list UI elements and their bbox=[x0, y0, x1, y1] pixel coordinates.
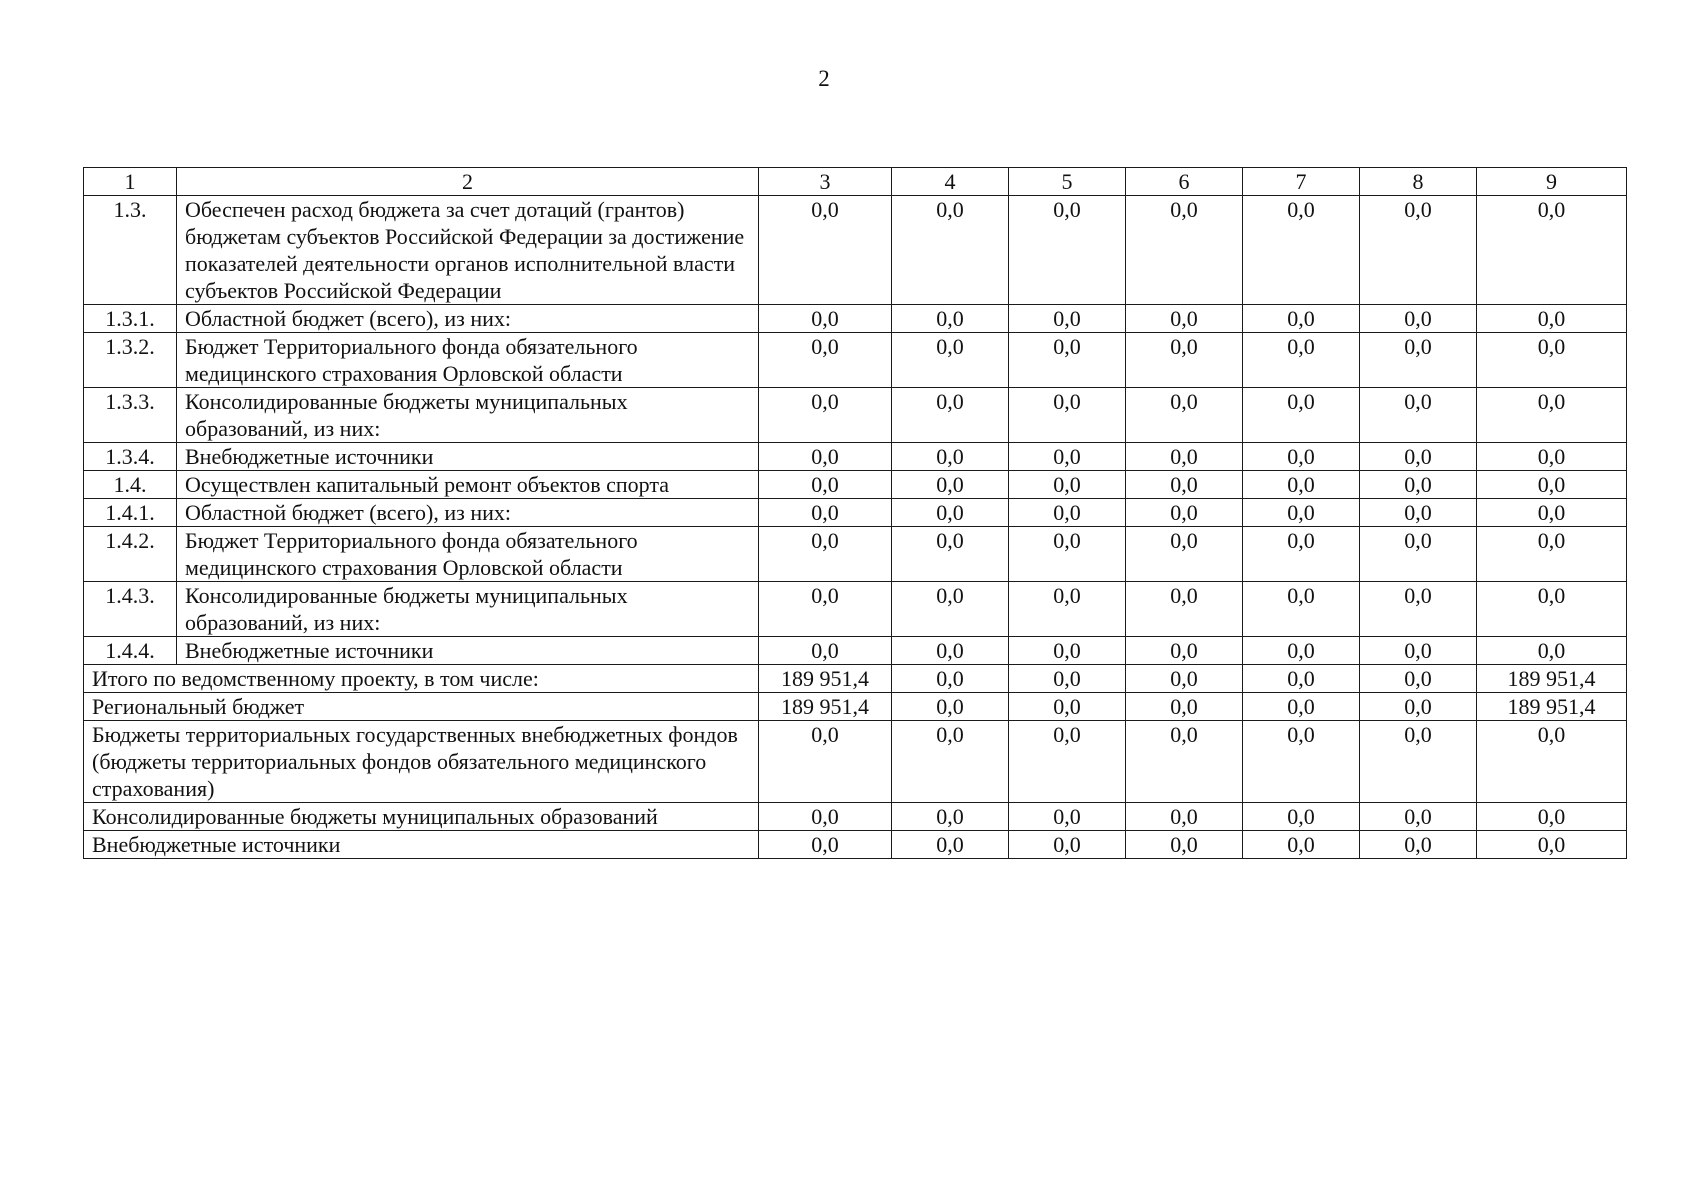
row-value: 0,0 bbox=[1009, 388, 1126, 443]
table-row bbox=[84, 333, 1627, 388]
row-value: 0,0 bbox=[892, 333, 1009, 388]
total-label: Бюджеты территориальных государственных внебюджетных фондов (бюджеты территориальных фондов обязательного медицинского страхования) bbox=[84, 721, 759, 803]
total-row bbox=[84, 803, 1627, 831]
row-value: 0,0 bbox=[1477, 637, 1627, 665]
row-number: 1.4.3. bbox=[84, 582, 177, 637]
row-number: 1.3.3. bbox=[84, 388, 177, 443]
row-description: Консолидированные бюджеты муниципальных образований, из них: bbox=[177, 582, 759, 637]
row-description: Областной бюджет (всего), из них: bbox=[177, 499, 759, 527]
table-row bbox=[84, 471, 1627, 499]
row-value: 0,0 bbox=[1243, 333, 1360, 388]
row-description: Консолидированные бюджеты муниципальных образований, из них: bbox=[177, 388, 759, 443]
row-value: 0,0 bbox=[1477, 196, 1627, 305]
row-value: 0,0 bbox=[1477, 443, 1627, 471]
table-row bbox=[84, 527, 1627, 582]
row-value: 0,0 bbox=[1243, 582, 1360, 637]
budget-table bbox=[83, 167, 1627, 859]
column-header: 7 bbox=[1243, 168, 1360, 196]
row-value: 0,0 bbox=[1477, 582, 1627, 637]
row-value: 0,0 bbox=[1009, 443, 1126, 471]
row-value: 0,0 bbox=[759, 388, 892, 443]
row-value: 0,0 bbox=[1360, 388, 1477, 443]
row-value: 0,0 bbox=[1126, 637, 1243, 665]
total-value: 0,0 bbox=[1243, 721, 1360, 803]
total-row bbox=[84, 693, 1627, 721]
row-value: 0,0 bbox=[1126, 527, 1243, 582]
total-value: 0,0 bbox=[1009, 803, 1126, 831]
row-value: 0,0 bbox=[892, 527, 1009, 582]
row-value: 0,0 bbox=[1243, 499, 1360, 527]
row-value: 0,0 bbox=[1360, 305, 1477, 333]
row-value: 0,0 bbox=[1243, 637, 1360, 665]
row-value: 0,0 bbox=[892, 388, 1009, 443]
total-value: 0,0 bbox=[1477, 721, 1627, 803]
row-value: 0,0 bbox=[1126, 443, 1243, 471]
total-value: 0,0 bbox=[1477, 831, 1627, 859]
total-value: 189 951,4 bbox=[1477, 693, 1627, 721]
row-value: 0,0 bbox=[1360, 333, 1477, 388]
row-value: 0,0 bbox=[1360, 582, 1477, 637]
column-header: 1 bbox=[84, 168, 177, 196]
row-value: 0,0 bbox=[892, 305, 1009, 333]
total-value: 0,0 bbox=[892, 693, 1009, 721]
row-value: 0,0 bbox=[1477, 333, 1627, 388]
row-value: 0,0 bbox=[1009, 499, 1126, 527]
total-label: Итого по ведомственному проекту, в том числе: bbox=[84, 665, 759, 693]
total-value: 189 951,4 bbox=[1477, 665, 1627, 693]
total-value: 0,0 bbox=[1360, 693, 1477, 721]
row-value: 0,0 bbox=[759, 471, 892, 499]
table-row bbox=[84, 499, 1627, 527]
row-value: 0,0 bbox=[1126, 305, 1243, 333]
total-value: 0,0 bbox=[892, 665, 1009, 693]
row-value: 0,0 bbox=[1243, 196, 1360, 305]
page-number: 2 bbox=[818, 66, 830, 91]
column-header: 6 bbox=[1126, 168, 1243, 196]
table-body bbox=[84, 168, 1627, 859]
row-description: Осуществлен капитальный ремонт объектов спорта bbox=[177, 471, 759, 499]
row-value: 0,0 bbox=[892, 499, 1009, 527]
row-value: 0,0 bbox=[1360, 471, 1477, 499]
row-value: 0,0 bbox=[759, 499, 892, 527]
total-value: 0,0 bbox=[1243, 693, 1360, 721]
row-value: 0,0 bbox=[1126, 471, 1243, 499]
row-value: 0,0 bbox=[759, 333, 892, 388]
row-value: 0,0 bbox=[1360, 443, 1477, 471]
row-number: 1.4.1. bbox=[84, 499, 177, 527]
table-row bbox=[84, 388, 1627, 443]
row-number: 1.3.4. bbox=[84, 443, 177, 471]
row-number: 1.4.2. bbox=[84, 527, 177, 582]
table-row bbox=[84, 637, 1627, 665]
total-value: 0,0 bbox=[759, 803, 892, 831]
row-value: 0,0 bbox=[759, 305, 892, 333]
total-value: 0,0 bbox=[1009, 831, 1126, 859]
row-description: Бюджет Территориального фонда обязательного медицинского страхования Орловской области bbox=[177, 527, 759, 582]
total-value: 0,0 bbox=[1009, 665, 1126, 693]
total-value: 0,0 bbox=[1360, 803, 1477, 831]
total-value: 0,0 bbox=[1243, 803, 1360, 831]
row-value: 0,0 bbox=[1477, 471, 1627, 499]
row-description: Областной бюджет (всего), из них: bbox=[177, 305, 759, 333]
total-label: Консолидированные бюджеты муниципальных образований bbox=[84, 803, 759, 831]
row-value: 0,0 bbox=[1477, 305, 1627, 333]
row-value: 0,0 bbox=[1126, 333, 1243, 388]
row-value: 0,0 bbox=[892, 196, 1009, 305]
total-value: 189 951,4 bbox=[759, 665, 892, 693]
row-number: 1.4. bbox=[84, 471, 177, 499]
total-value: 0,0 bbox=[759, 831, 892, 859]
row-value: 0,0 bbox=[1009, 471, 1126, 499]
row-value: 0,0 bbox=[1126, 582, 1243, 637]
row-value: 0,0 bbox=[1009, 305, 1126, 333]
row-value: 0,0 bbox=[1477, 499, 1627, 527]
total-label: Внебюджетные источники bbox=[84, 831, 759, 859]
row-value: 0,0 bbox=[1126, 499, 1243, 527]
row-value: 0,0 bbox=[1126, 388, 1243, 443]
table-row bbox=[84, 582, 1627, 637]
row-value: 0,0 bbox=[1360, 637, 1477, 665]
row-value: 0,0 bbox=[892, 582, 1009, 637]
row-value: 0,0 bbox=[1009, 333, 1126, 388]
total-value: 0,0 bbox=[892, 803, 1009, 831]
row-number: 1.3.2. bbox=[84, 333, 177, 388]
column-header: 4 bbox=[892, 168, 1009, 196]
total-value: 0,0 bbox=[1243, 665, 1360, 693]
row-value: 0,0 bbox=[1360, 499, 1477, 527]
row-value: 0,0 bbox=[1477, 527, 1627, 582]
row-description: Бюджет Территориального фонда обязательного медицинского страхования Орловской области bbox=[177, 333, 759, 388]
total-value: 0,0 bbox=[1009, 721, 1126, 803]
column-header: 2 bbox=[177, 168, 759, 196]
column-header: 3 bbox=[759, 168, 892, 196]
row-value: 0,0 bbox=[892, 637, 1009, 665]
row-value: 0,0 bbox=[1477, 388, 1627, 443]
row-description: Внебюджетные источники bbox=[177, 443, 759, 471]
table-row bbox=[84, 443, 1627, 471]
row-value: 0,0 bbox=[1243, 443, 1360, 471]
column-header: 9 bbox=[1477, 168, 1627, 196]
row-value: 0,0 bbox=[759, 196, 892, 305]
total-label: Региональный бюджет bbox=[84, 693, 759, 721]
column-header: 5 bbox=[1009, 168, 1126, 196]
row-value: 0,0 bbox=[1243, 388, 1360, 443]
total-value: 0,0 bbox=[1477, 803, 1627, 831]
total-row bbox=[84, 831, 1627, 859]
column-header: 8 bbox=[1360, 168, 1477, 196]
row-value: 0,0 bbox=[1360, 196, 1477, 305]
total-value: 0,0 bbox=[1126, 721, 1243, 803]
row-value: 0,0 bbox=[1243, 527, 1360, 582]
total-value: 0,0 bbox=[1126, 665, 1243, 693]
table-header-row bbox=[84, 168, 1627, 196]
total-value: 0,0 bbox=[1360, 665, 1477, 693]
total-value: 0,0 bbox=[1126, 803, 1243, 831]
row-number: 1.3. bbox=[84, 196, 177, 305]
total-value: 0,0 bbox=[759, 721, 892, 803]
total-value: 0,0 bbox=[1009, 693, 1126, 721]
table-row bbox=[84, 305, 1627, 333]
total-row bbox=[84, 721, 1627, 803]
row-value: 0,0 bbox=[759, 443, 892, 471]
table-row bbox=[84, 196, 1627, 305]
total-row bbox=[84, 665, 1627, 693]
row-number: 1.4.4. bbox=[84, 637, 177, 665]
total-value: 0,0 bbox=[1126, 831, 1243, 859]
row-value: 0,0 bbox=[1360, 527, 1477, 582]
row-description: Внебюджетные источники bbox=[177, 637, 759, 665]
row-number: 1.3.1. bbox=[84, 305, 177, 333]
row-value: 0,0 bbox=[759, 637, 892, 665]
total-value: 0,0 bbox=[892, 721, 1009, 803]
row-value: 0,0 bbox=[892, 443, 1009, 471]
row-value: 0,0 bbox=[1009, 196, 1126, 305]
row-value: 0,0 bbox=[1009, 637, 1126, 665]
total-value: 0,0 bbox=[892, 831, 1009, 859]
row-value: 0,0 bbox=[892, 471, 1009, 499]
row-value: 0,0 bbox=[1126, 196, 1243, 305]
row-value: 0,0 bbox=[759, 582, 892, 637]
total-value: 0,0 bbox=[1126, 693, 1243, 721]
row-description: Обеспечен расход бюджета за счет дотаций (грантов) бюджетам субъектов Российской Федерации за достижение показателей деятельности органов исполнительной власти субъектов Российской Федерации bbox=[177, 196, 759, 305]
total-value: 0,0 bbox=[1360, 831, 1477, 859]
row-value: 0,0 bbox=[1243, 471, 1360, 499]
total-value: 0,0 bbox=[1243, 831, 1360, 859]
row-value: 0,0 bbox=[1009, 527, 1126, 582]
row-value: 0,0 bbox=[759, 527, 892, 582]
row-value: 0,0 bbox=[1243, 305, 1360, 333]
row-value: 0,0 bbox=[1009, 582, 1126, 637]
total-value: 0,0 bbox=[1360, 721, 1477, 803]
total-value: 189 951,4 bbox=[759, 693, 892, 721]
